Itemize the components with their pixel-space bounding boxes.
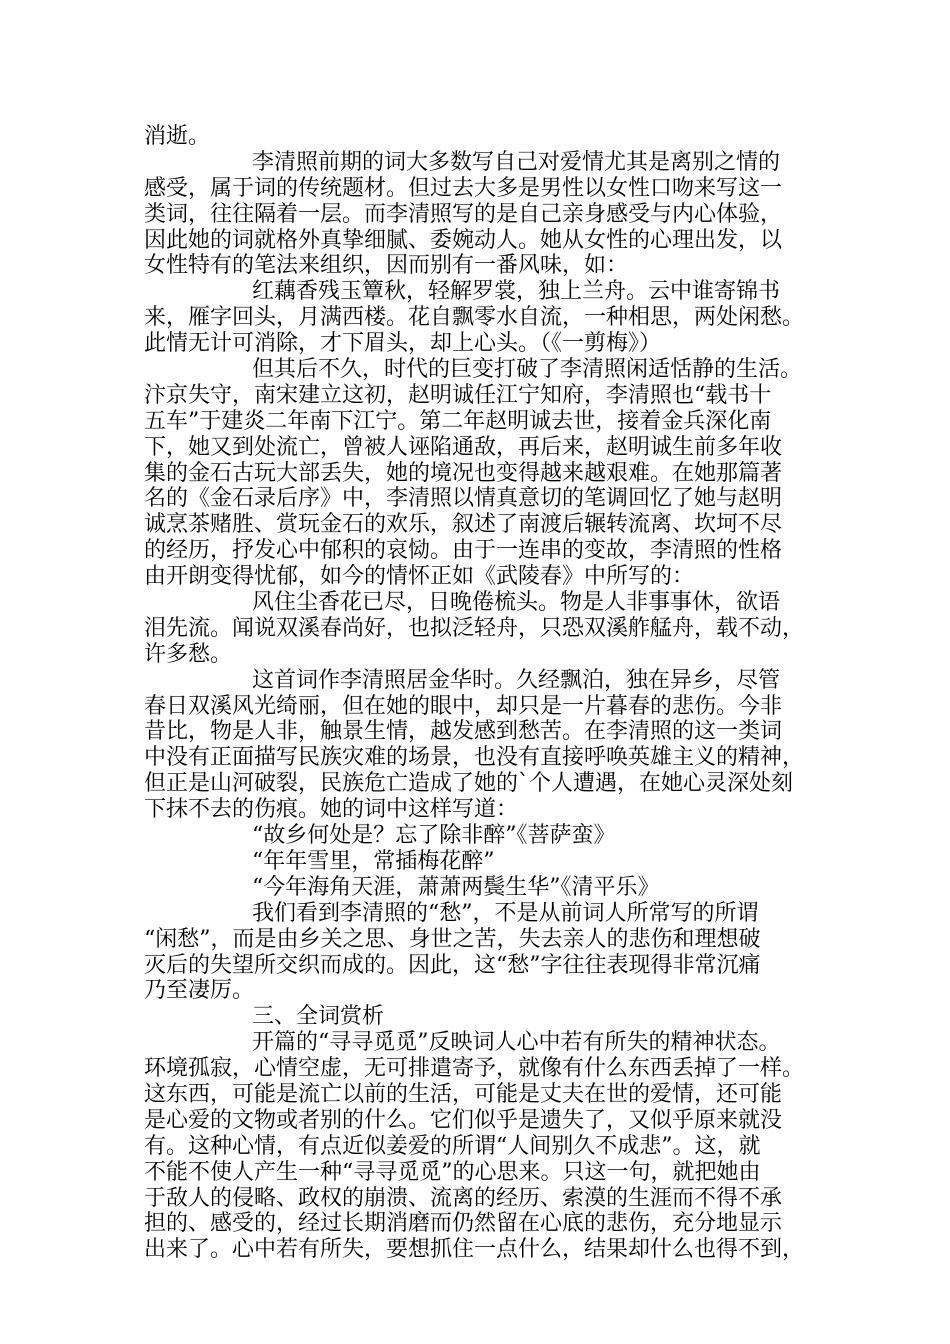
- text-line: “今年海角天涯，萧萧两鬓生华”《清平乐》: [252, 874, 660, 900]
- text-line: 风住尘香花已尽，日晚倦梳头。物是人非事事休，欲语: [252, 590, 781, 616]
- text-line: 诚烹茶赌胜、赏玩金石的欢乐，叙述了南渡后辗转流离、坎坷不尽: [144, 512, 783, 538]
- text-line: 但正是山河破裂，民族危亡造成了她的`个人遭遇，在她心灵深处刻: [144, 771, 794, 797]
- text-line: “年年雪里，常插梅花醉”: [252, 848, 495, 874]
- text-line: 红藕香残玉簟秋，轻解罗裳，独上兰舟。云中谁寄锦书: [252, 279, 781, 305]
- text-line: 感受，属于词的传统题材。但过去大多是男性以女性口吻来写这一: [144, 175, 783, 201]
- text-line: “故乡何处是？忘了除非醉”《菩萨蛮》: [252, 823, 616, 849]
- text-line: 中没有正面描写民族灾难的场景，也没有直接呼唤英雄主义的精神，: [144, 745, 805, 771]
- text-line: 环境孤寂，心情空虚，无可排遣寄予，就像有什么东西丢掉了一样。: [144, 1056, 805, 1082]
- text-line: 李清照前期的词大多数写自己对爱情尤其是离别之情的: [252, 149, 781, 175]
- text-line: 集的金石古玩大部丢失，她的境况也变得越来越艰难。在她那篇著: [144, 460, 783, 486]
- text-line: 由开朗变得忧郁，如今的情怀正如《武陵春》中所写的：: [144, 564, 695, 590]
- text-line: 开篇的“寻寻觅觅”反映词人心中若有所失的精神状态。: [252, 1030, 781, 1056]
- text-line: 下，她又到处流亡，曾被人诬陷通敌，再后来，赵明诚生前多年收: [144, 434, 783, 460]
- text-line: 春日双溪风光绮丽，但在她的眼中，却只是一片暮春的悲伤。今非: [144, 693, 783, 719]
- text-line: 名的《金石录后序》中，李清照以情真意切的笔调回忆了她与赵明: [144, 486, 783, 512]
- text-line: 这东西，可能是流亡以前的生活，可能是丈夫在世的爱情，还可能: [144, 1081, 783, 1107]
- text-line: 出来了。心中若有所失，要想抓住一点什么，结果却什么也得不到，: [144, 1237, 805, 1263]
- text-line: 下抹不去的伤痕。她的词中这样写道：: [144, 797, 519, 823]
- document-body: [144, 124, 812, 1263]
- text-line: 昔比，物是人非，触景生情，越发感到愁苦。在李清照的这一类词: [144, 719, 783, 745]
- text-line: 此情无计可消除，才下眉头，却上心头。（《一剪梅》）: [144, 331, 662, 357]
- text-line: 担的、感受的，经过长期消磨而仍然留在心底的悲伤，充分地显示: [144, 1211, 783, 1237]
- text-line: 类词，往往隔着一层。而李清照写的是自己亲身感受与内心体验，: [144, 201, 783, 227]
- text-line: 有。这种心情，有点近似姜爱的所谓“人间别久不成悲”。这，就: [144, 1133, 761, 1159]
- text-line: 乃至凄厉。: [144, 978, 255, 1004]
- text-line: 我们看到李清照的“愁”，不是从前词人所常写的所谓: [252, 900, 759, 926]
- text-line: 许多愁。: [144, 641, 233, 667]
- text-line: 泪先流。闻说双溪春尚好，也拟泛轻舟，只恐双溪舴艋舟，载不动，: [144, 615, 805, 641]
- text-line: 但其后不久，时代的巨变打破了李清照闲适恬静的生活。: [252, 357, 803, 383]
- text-line: 五车”于建炎二年南下江宁。第二年赵明诚去世，接着金兵深化南: [144, 408, 772, 434]
- text-line: 是心爱的文物或者别的什么。它们似乎是遗失了，又似乎原来就没: [144, 1107, 783, 1133]
- text-line: 灭后的失望所交织而成的。因此，这“愁”字往往表现得非常沉痛: [144, 952, 761, 978]
- text-line: 女性特有的笔法来组织，因而别有一番风味，如：: [144, 253, 629, 279]
- text-line: 于敌人的侵略、政权的崩溃、流离的经历、索漠的生涯而不得不承: [144, 1185, 783, 1211]
- text-line: 因此她的词就格外真挚细腻、委婉动人。她从女性的心理出发，以: [144, 227, 783, 253]
- text-line: 消逝。: [144, 124, 211, 149]
- text-line: 不能不使人产生一种“寻寻觅觅”的心思来。只这一句，就把她由: [144, 1159, 761, 1185]
- text-line: “闲愁”，而是由乡关之思、身世之苦，失去亲人的悲伤和理想破: [144, 926, 761, 952]
- text-line: 的经历，抒发心中郁积的哀恸。由于一连串的变故，李清照的性格: [144, 538, 783, 564]
- text-line: 来，雁字回头，月满西楼。花自飘零水自流，一种相思，两处闲愁。: [144, 305, 805, 331]
- text-line: 三、全词赏析: [252, 1004, 385, 1030]
- text-line: 这首词作李清照居金华时。久经飘泊，独在异乡，尽管: [252, 667, 781, 693]
- text-line: 汴京失守，南宋建立这初，赵明诚任江宁知府，李清照也“载书十: [144, 382, 772, 408]
